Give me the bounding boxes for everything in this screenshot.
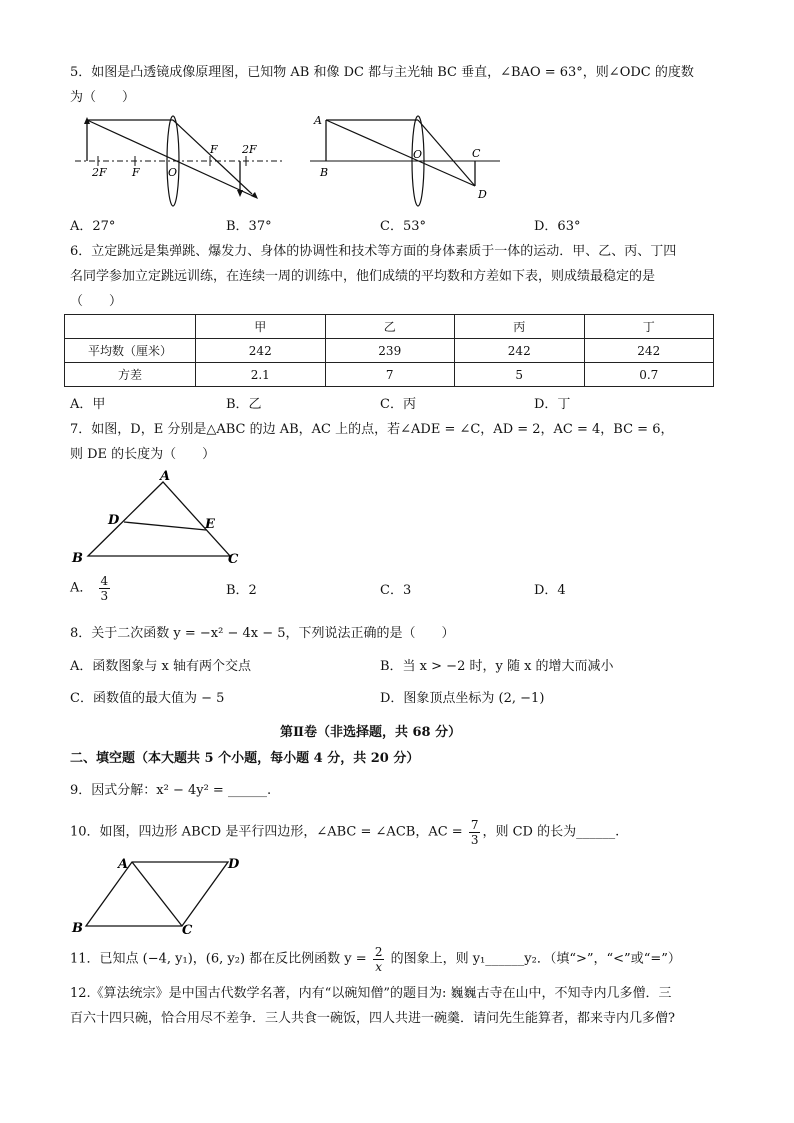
q7-option-a xyxy=(70,574,112,603)
q6-line3: （ ） xyxy=(70,294,123,309)
table-row xyxy=(65,315,714,339)
q8-option-b: B．当 x > −2 时，y 随 x 的增大而减小 xyxy=(380,659,614,674)
table-cell: 2.1 xyxy=(196,363,326,387)
option-a-prefix: A． xyxy=(70,580,93,596)
table-cell: 242 xyxy=(584,339,714,363)
q6-line1: 6．立定跳远是集弹跳、爆发力、身体的协调性和技术等方面的身体素质于一体的运动．甲、乙、丙、丁四 xyxy=(70,244,677,259)
q8-option-d: D．图象顶点坐标为 (2, −1) xyxy=(380,691,545,706)
q5-line2: 为（ ） xyxy=(70,90,136,105)
q5-option-a: A．27° xyxy=(70,219,116,234)
table-header: 丁 xyxy=(584,315,714,339)
q7-option-c: C．3 xyxy=(380,583,412,598)
q7-line1: 7．如图，D，E 分别是△ABC 的边 AB，AC 上的点，若∠ADE = ∠C，AD = 2，AC = 4，BC = 6， xyxy=(70,422,674,437)
fraction xyxy=(373,945,385,974)
q5-line1: 5．如图是凸透镜成像原理图，已知物 AB 和像 DC 都与主光轴 BC 垂直，∠BAO = 63°，则∠ODC 的度数 xyxy=(70,65,694,80)
fig2-label: C xyxy=(472,147,481,160)
denominator: 3 xyxy=(100,589,109,603)
fig2-label: B xyxy=(320,166,329,179)
table-cell: 5 xyxy=(455,363,585,387)
fig-label-b: B xyxy=(72,921,83,936)
fig1-label: 2F xyxy=(92,166,107,179)
q7-option-d: D．4 xyxy=(534,583,566,598)
fig1-label: O xyxy=(168,166,178,179)
q10-figure-parallelogram xyxy=(68,852,248,936)
table-header xyxy=(65,315,196,339)
fig-label-d: D xyxy=(108,513,120,528)
table-cell: 平均数（厘米） xyxy=(65,339,196,363)
q5-option-d: D．63° xyxy=(534,219,581,234)
q5-option-b: B．37° xyxy=(226,219,272,234)
fig-label-a: A xyxy=(118,857,129,872)
fig1-label: F xyxy=(210,143,218,156)
table-header: 乙 xyxy=(325,315,455,339)
q6-score-table xyxy=(64,314,714,387)
table-row xyxy=(65,363,714,387)
fraction xyxy=(469,818,481,847)
table-header: 甲 xyxy=(196,315,326,339)
q5-figure-convex-lens-2 xyxy=(310,112,510,212)
numerator: 4 xyxy=(100,574,109,588)
table-cell: 0.7 xyxy=(584,363,714,387)
fig2-label: D xyxy=(478,188,487,201)
fig-label-b: B xyxy=(72,551,83,566)
q8-option-a: A．函数图象与 x 轴有两个交点 xyxy=(70,659,251,674)
q10-text-pre: 10．如图，四边形 ABCD 是平行四边形，∠ABC = ∠ACB，AC = xyxy=(70,824,467,840)
table-cell: 方差 xyxy=(65,363,196,387)
q5-option-c: C．53° xyxy=(380,219,426,234)
q11-text xyxy=(70,945,681,974)
fig2-label: O xyxy=(413,148,423,161)
q9-text: 9．因式分解：x² − 4y² = ______. xyxy=(70,783,272,798)
q12-line1: 12.《算法统宗》是中国古代数学名著，内有“以碗知僧”的题目为: 巍巍古寺在山中，不知寺内几多僧．三 xyxy=(70,986,672,1001)
q7-line2: 则 DE 的长度为（ ） xyxy=(70,447,216,462)
fig-label-a: A xyxy=(160,469,171,484)
fig-label-c: C xyxy=(228,552,239,567)
q6-line2: 名同学参加立定跳远训练，在连续一周的训练中，他们成绩的平均数和方差如下表，则成绩最稳定的是 xyxy=(70,269,656,284)
q10-text-post: ，则 CD 的长为______. xyxy=(482,824,620,840)
q11-text-post: 的图象上，则 y₁______y₂．（填“>”，“<”或“=”） xyxy=(386,951,681,967)
q5-figure-convex-lens-1 xyxy=(70,112,300,212)
q6-option-b: B．乙 xyxy=(226,397,262,412)
table-cell: 242 xyxy=(196,339,326,363)
q6-option-a: A．甲 xyxy=(70,397,106,412)
denominator: x xyxy=(375,960,383,974)
table-row xyxy=(65,339,714,363)
q10-text xyxy=(70,818,619,847)
fraction xyxy=(99,574,111,603)
table-cell: 7 xyxy=(325,363,455,387)
fig1-label: F xyxy=(132,166,140,179)
q6-option-d: D．丁 xyxy=(534,397,571,412)
numerator: 2 xyxy=(374,945,383,959)
q8-option-c: C．函数值的最大值为 − 5 xyxy=(70,691,225,706)
table-header: 丙 xyxy=(455,315,585,339)
q11-text-pre: 11．已知点 (−4, y₁)，(6, y₂) 都在反比例函数 y = xyxy=(70,951,371,967)
q8-line1: 8．关于二次函数 y = −x² − 4x − 5，下列说法正确的是（ ） xyxy=(70,626,455,641)
q6-option-c: C．丙 xyxy=(380,397,416,412)
numerator: 7 xyxy=(470,818,479,832)
section-subtitle: 二、填空题（本大题共 5 个小题，每小题 4 分，共 20 分） xyxy=(70,751,420,766)
fig2-label: A xyxy=(314,114,322,127)
fig-label-e: E xyxy=(205,517,215,532)
fig-label-d: D xyxy=(228,857,240,872)
denominator: 3 xyxy=(470,833,479,847)
q12-line2: 百六十四只碗，恰合用尽不差争．三人共食一碗饭，四人共进一碗羹．请问先生能算者，都来寺内几多僧? xyxy=(70,1011,675,1026)
fig-label-c: C xyxy=(182,923,193,936)
fig1-label: 2F xyxy=(242,143,257,156)
table-cell: 239 xyxy=(325,339,455,363)
q7-option-b: B．2 xyxy=(226,583,257,598)
q7-figure-triangle xyxy=(68,468,258,568)
table-cell: 242 xyxy=(455,339,585,363)
section-title: 第Ⅱ卷（非选择题，共 68 分） xyxy=(280,725,462,740)
